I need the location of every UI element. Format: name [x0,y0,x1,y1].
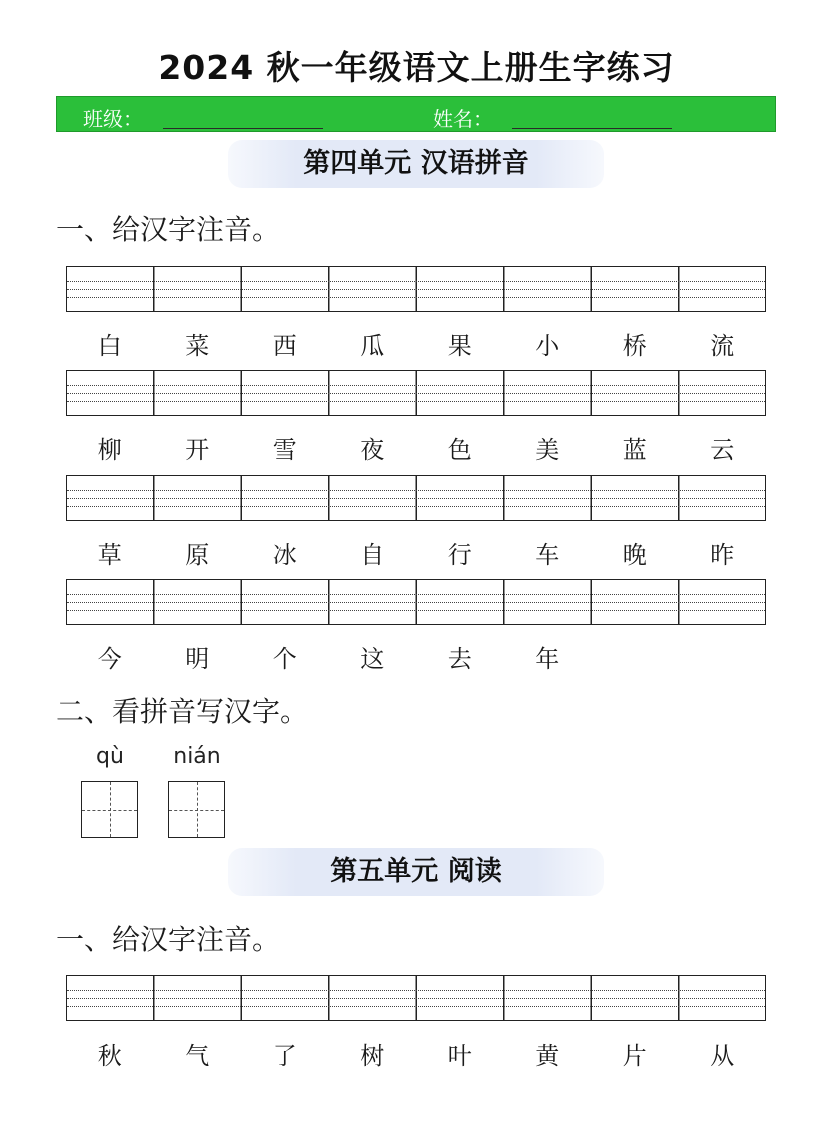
char: 冰 [272,541,297,569]
char: 瓜 [360,332,385,360]
pinyin-grid-row[interactable] [66,475,766,521]
char: 云 [710,436,735,464]
char: 了 [272,1042,297,1070]
char: 黄 [535,1042,560,1070]
char: 今 [97,645,122,673]
char-row [66,535,766,570]
unit5-q1-heading: 一、给汉字注音。 [56,923,281,956]
char: 开 [185,436,210,464]
char: 柳 [97,436,122,464]
char: 小 [535,332,560,360]
char: 晚 [622,541,647,569]
char: 气 [185,1042,210,1070]
char: 色 [447,436,472,464]
char: 车 [535,541,560,569]
char: 个 [272,645,297,673]
char: 片 [622,1042,647,1070]
char: 西 [272,332,297,360]
char: 秋 [97,1042,122,1070]
char: 昨 [710,541,735,569]
name-field[interactable] [512,128,672,129]
char-row [66,639,766,674]
name-label: 姓名： [433,107,493,131]
char: 菜 [185,332,210,360]
char-row [66,430,766,465]
char: 雪 [272,436,297,464]
char-row [66,326,766,361]
unit4-title: 第四单元 汉语拼音 [228,140,604,188]
pinyin-grid-row[interactable] [66,370,766,416]
char: 果 [447,332,472,360]
worksheet-title: 2024 秋一年级语文上册生字练习 [158,48,675,87]
tianzi-box[interactable] [168,781,225,838]
char: 流 [710,332,735,360]
char: 树 [360,1042,385,1070]
char: 桥 [622,332,647,360]
char: 叶 [447,1042,472,1070]
student-info-bar [56,96,776,132]
char: 夜 [360,436,385,464]
char: 明 [185,645,210,673]
char: 原 [185,541,210,569]
char: 去 [447,645,472,673]
unit4-q1-heading: 一、给汉字注音。 [56,213,281,246]
char: 草 [97,541,122,569]
char: 年 [535,645,560,673]
char: 行 [447,541,472,569]
pinyin-grid-row[interactable] [66,266,766,312]
char-row [66,1036,766,1071]
pinyin-label: qù [96,744,124,769]
pinyin-label: nián [173,744,221,769]
tianzi-box[interactable] [81,781,138,838]
char: 白 [97,332,122,360]
unit4-q2-heading: 二、看拼音写汉字。 [56,695,309,728]
unit5-title: 第五单元 阅读 [228,848,604,896]
char: 这 [360,645,385,673]
pinyin-grid-row[interactable] [66,579,766,625]
char: 美 [535,436,560,464]
char: 自 [360,541,385,569]
class-label: 班级： [83,107,143,131]
char: 从 [710,1042,735,1070]
pinyin-grid-row[interactable] [66,975,766,1021]
char: 蓝 [622,436,647,464]
class-field[interactable] [163,128,323,129]
